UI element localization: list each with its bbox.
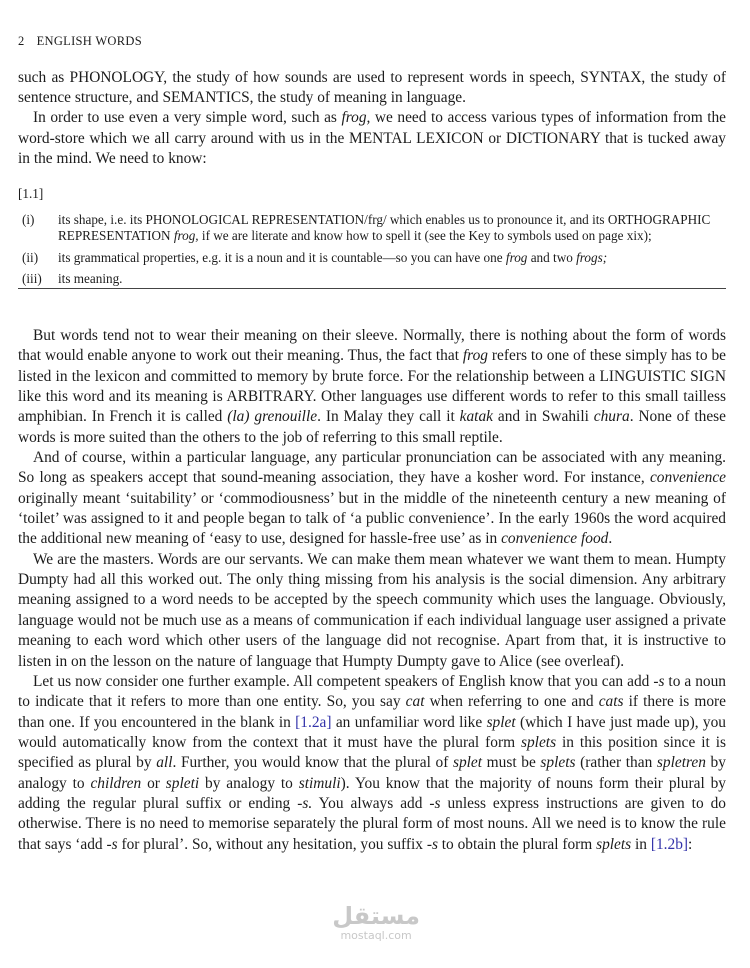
- example-item-text: [58, 250, 726, 266]
- text-run: by analogy to: [199, 774, 299, 792]
- italic-term: chura: [593, 408, 630, 426]
- italic-term: splets: [521, 733, 557, 751]
- italic-term: -s: [426, 835, 438, 853]
- running-head: [18, 34, 142, 49]
- paragraph-humpty-dumpty: We are the masters. Words are our servants. We can make them mean whatever we want them to mean. Humpty Dumpty had all this worked out. The only thing missing from his analysis is the social dimension. Any arbitrary meaning assigned to a word needs to be accepted by the speech community which uses the language. Obviously, language would not be much use as a means of communication if each individual language user assigned a private meaning to each word which other users of the language did not recognise. Apart from that, it is instructive to listen in on the lesson on the nature of language that Humpty Dumpty gave to Alice (see overleaf).: [18, 550, 726, 670]
- text-run: And of course, within a particular language, any particular pronunciation can be associated with any meaning. So long as speakers accept that sound-meaning association, they have a kosher word. For instance,: [18, 449, 726, 487]
- text-run: Let us now consider one further example. All competent speakers of English know that you can add: [33, 672, 654, 690]
- page-number: 2: [18, 34, 25, 48]
- italic-term: frog,: [173, 228, 199, 244]
- example-item-number: (iii): [22, 270, 42, 286]
- paragraph-arbitrariness: [18, 326, 726, 448]
- text-run: or: [141, 774, 166, 792]
- text-run: (rather than: [575, 754, 657, 772]
- text-run: originally meant ‘suitability’ or ‘commodiousness’ but in the middle of the nineteenth century a new meaning of ‘toilet’ was assigned to it and people began to talk of ‘a public convenience’. In the early 1960s the word acquired the additional new meaning of ‘easy to use, designed for hassle-free use’ as in: [18, 489, 726, 548]
- intro-text: [18, 68, 726, 169]
- example-item: [18, 212, 726, 244]
- italic-term: frogs;: [576, 249, 608, 265]
- example-item-number: (ii): [22, 249, 39, 265]
- text-run: must be: [482, 754, 541, 772]
- text-run: to obtain the plural form: [437, 835, 597, 853]
- paragraph-plural-example: [18, 672, 726, 855]
- italic-term: frog,: [341, 109, 371, 127]
- watermark: [332, 903, 420, 942]
- italic-term: frog: [462, 347, 488, 365]
- italic-term: -s: [653, 672, 665, 690]
- italic-term: spletren: [656, 754, 706, 772]
- italic-term: cats: [598, 693, 624, 711]
- italic-term: frog: [505, 249, 528, 265]
- cross-reference-link[interactable]: [1.2a]: [295, 713, 332, 731]
- italic-term: stimuli: [298, 774, 341, 792]
- text-run: (which I have just made up), you would automatically know from the context that it must have the plural form: [18, 713, 726, 751]
- text-run: by analogy to: [18, 754, 726, 792]
- text-run: . Further, you would know that the plural of: [172, 754, 453, 772]
- italic-term: splet: [486, 713, 516, 731]
- text-run: . In Malay they call it: [317, 408, 460, 426]
- text-run: unless express instructions are given to do otherwise. There is no need to memorise separately the plural form of most nouns. All we need is to know the rule that says ‘add: [18, 794, 726, 853]
- example-item-text: its meaning.: [58, 270, 123, 286]
- cross-reference-link[interactable]: [1.2b]: [650, 835, 689, 853]
- text-run: In order to use even a very simple word, such as: [33, 109, 342, 127]
- text-run: in: [631, 835, 651, 853]
- text-run: You always add: [312, 794, 430, 812]
- italic-term: -s: [429, 794, 441, 812]
- text-run: :: [688, 835, 693, 853]
- text-run: its grammatical properties, e.g. it is a noun and it is countable—so you can have one: [58, 249, 506, 265]
- watermark-url: mostaql.com: [340, 929, 412, 942]
- running-title: ENGLISH WORDS: [36, 34, 142, 48]
- text-run: when referring to one and: [424, 693, 599, 711]
- text-run: refers to one of these simply has to be listed in the lexicon and committed to memory by brute force. For the relationship between a LINGUISTIC SIGN like this word and its meaning is ARBITRARY. Other languages use different words to refer to this small tailless amphibian. In French it is called: [18, 347, 726, 426]
- text-run: if there is more than one. If you encountered in the blank in: [18, 693, 726, 731]
- italic-term: -s.: [297, 794, 313, 812]
- text-run: its shape, i.e. its PHONOLOGICAL REPRESENTATION/frg/ which enables us to pronounce it, and its ORTHOGRAPHIC REPRESENTATION: [58, 212, 711, 244]
- text-run: But words tend not to wear their meaning on their sleeve. Normally, there is nothing about the form of words that would enable anyone to work out their meaning. Thus, the fact that: [18, 327, 726, 365]
- text-run: and two: [527, 249, 577, 265]
- text-run: ). You know that the majority of nouns form their plural by adding the regular plural suffix or ending: [18, 774, 726, 812]
- italic-term: all: [156, 754, 173, 772]
- text-run: for plural’. So, without any hesitation, you suffix: [117, 835, 427, 853]
- italic-term: children: [90, 774, 142, 792]
- example-divider: [18, 288, 726, 289]
- text-run: and in Swahili: [493, 408, 594, 426]
- text-run: to a noun to indicate that it refers to more than one entity. So, you say: [18, 672, 726, 711]
- main-text: [18, 326, 726, 855]
- text-run: we need to access various types of information from the word-store which we all carry around with us in the MENTAL LEXICON or DICTIONARY that is tucked away in the mind. We need to know:: [18, 109, 727, 167]
- example-item-number: (i): [22, 212, 35, 228]
- italic-term: splets: [540, 754, 576, 772]
- example-1-1: [18, 186, 726, 289]
- italic-term: -s: [106, 835, 118, 853]
- text-run: an unfamiliar word like: [331, 713, 487, 731]
- intro-paragraph-2: [18, 108, 726, 169]
- italic-term: splet: [452, 754, 483, 772]
- text-run: . None of these words is more suited than the others to the job of referring to this small reptile.: [18, 408, 726, 446]
- text-run: .: [608, 530, 613, 548]
- paragraph-convenience: [18, 448, 726, 550]
- text-run: in this position since it is specified as plural by: [18, 733, 726, 772]
- italic-term: spleti: [165, 774, 200, 792]
- italic-term: katak: [459, 408, 493, 426]
- intro-paragraph-1: such as PHONOLOGY, the study of how sounds are used to represent words in speech, SYNTAX, the study of sentence structure, and SEMANTICS, the study of meaning in language.: [18, 69, 726, 107]
- italic-term: convenience: [649, 469, 726, 487]
- italic-term: convenience food: [501, 530, 609, 548]
- example-item: [18, 250, 726, 266]
- example-item: [18, 271, 726, 287]
- italic-term: (la) grenouille: [227, 408, 318, 426]
- text-run: if we are literate and know how to spell it (see the Key to symbols used on page xix);: [198, 228, 652, 244]
- example-item-text: [58, 212, 726, 244]
- italic-term: splets: [596, 835, 632, 853]
- italic-term: cat: [405, 693, 425, 711]
- watermark-logo: مستقل: [332, 902, 420, 930]
- example-label: [1.1]: [18, 186, 44, 201]
